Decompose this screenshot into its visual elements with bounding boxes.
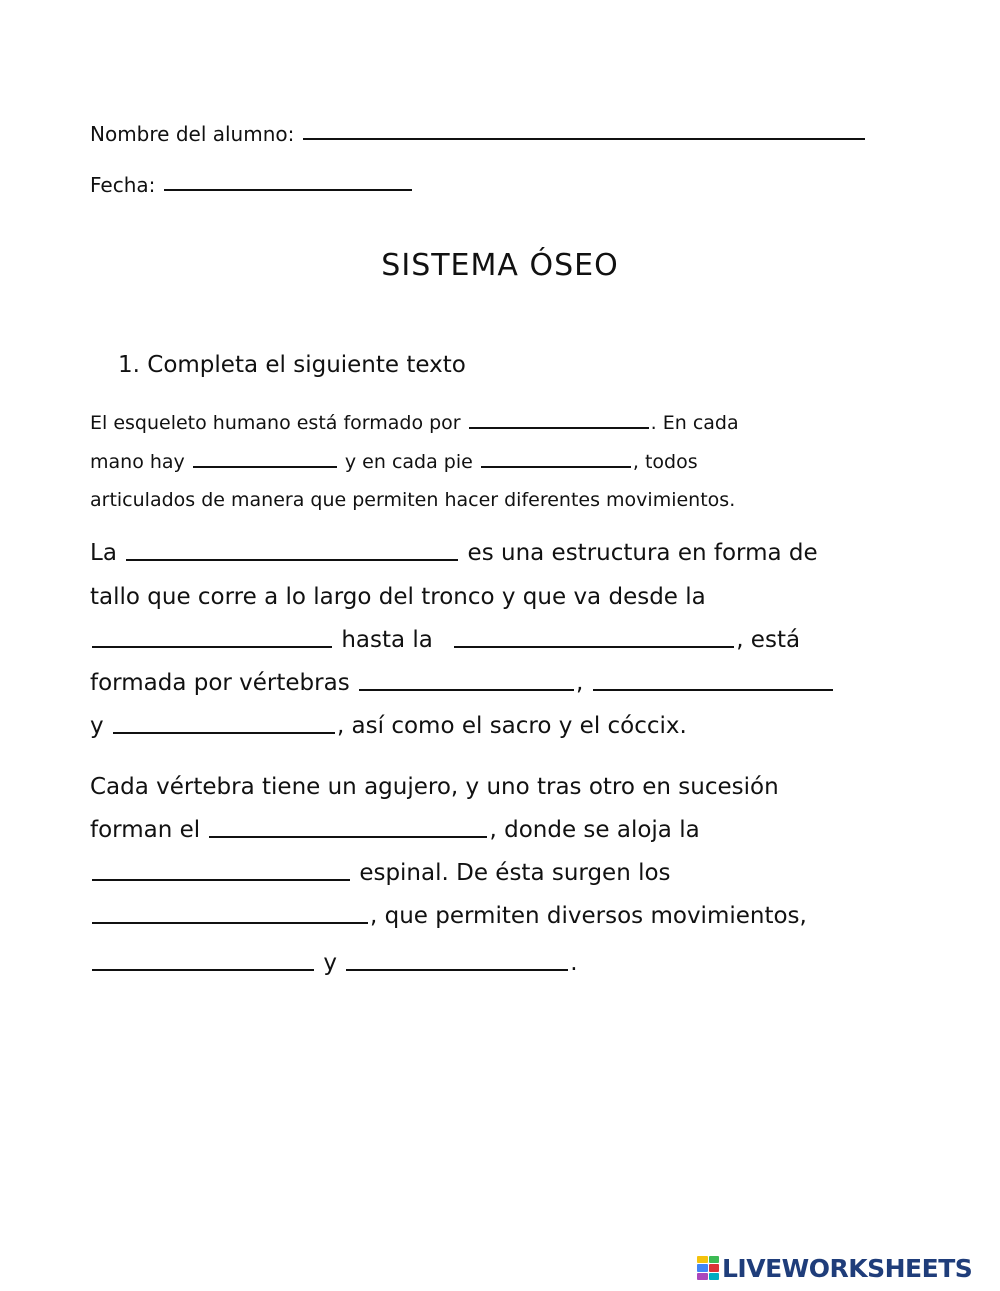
p2-text: La xyxy=(90,540,117,566)
blank-from-input[interactable] xyxy=(92,631,332,650)
date-input[interactable] xyxy=(164,177,412,193)
p3-text: . xyxy=(570,950,578,976)
blank-vertebrae-1[interactable] xyxy=(359,670,574,691)
p2-text: , xyxy=(576,670,584,696)
date-row xyxy=(90,173,414,197)
liveworksheets-logo xyxy=(697,1254,972,1282)
logo-square xyxy=(709,1264,720,1271)
p2-text: formada por vértebras xyxy=(90,670,350,696)
logo-mark-icon xyxy=(697,1256,719,1280)
blank-to[interactable] xyxy=(454,627,734,648)
student-name-row xyxy=(90,122,867,146)
student-name-label: Nombre del alumno: xyxy=(90,122,295,146)
blank-total-bones[interactable] xyxy=(469,412,649,429)
logo-square xyxy=(697,1264,708,1271)
blank-foot-bones-input[interactable] xyxy=(481,454,631,469)
p3-text: , donde se aloja la xyxy=(489,817,700,843)
blank-foot-bones[interactable] xyxy=(481,451,631,468)
blank-vertebrae-2[interactable] xyxy=(593,670,833,691)
p2-line-5 xyxy=(90,713,687,739)
p2-line-3 xyxy=(90,627,800,653)
blank-hand-bones-input[interactable] xyxy=(193,454,337,469)
p1-text: . En cada xyxy=(650,412,739,434)
blank-from[interactable] xyxy=(92,627,332,648)
student-name-blank[interactable] xyxy=(303,122,865,140)
date-blank[interactable] xyxy=(164,173,412,191)
p1-line-1 xyxy=(90,412,739,434)
blank-total-bones-input[interactable] xyxy=(469,415,649,430)
blank-movement-1[interactable] xyxy=(92,950,314,971)
p1-line-3: articulados de manera que permiten hacer diferentes movimientos. xyxy=(90,489,736,511)
student-name-input[interactable] xyxy=(303,126,865,142)
p3-text: y xyxy=(323,950,337,976)
blank-movement-2-input[interactable] xyxy=(346,954,568,973)
p3-line-4 xyxy=(90,903,807,929)
p3-line-5 xyxy=(90,950,578,976)
blank-vertebrae-1-input[interactable] xyxy=(359,674,574,693)
blank-spine[interactable] xyxy=(126,540,458,561)
blank-vertebrae-2-input[interactable] xyxy=(593,674,833,693)
blank-hand-bones[interactable] xyxy=(193,451,337,468)
logo-square xyxy=(709,1256,720,1263)
blank-spine-input[interactable] xyxy=(126,544,458,563)
logo-square xyxy=(697,1273,708,1280)
blank-movement-1-input[interactable] xyxy=(92,954,314,973)
date-label: Fecha: xyxy=(90,173,156,197)
blank-movement-2[interactable] xyxy=(346,950,568,971)
blank-canal-input[interactable] xyxy=(209,821,487,840)
p2-line-1 xyxy=(90,540,818,566)
p1-line-2 xyxy=(90,451,698,473)
blank-vertebrae-3[interactable] xyxy=(113,713,335,734)
logo-square xyxy=(697,1256,708,1263)
logo-text: LIVEWORKSHEETS xyxy=(722,1253,973,1283)
blank-to-input[interactable] xyxy=(454,631,734,650)
p2-text: , está xyxy=(736,627,801,653)
p1-text: mano hay xyxy=(90,451,185,473)
exercise-instruction: Completa el siguiente texto xyxy=(147,352,466,378)
exercise-heading xyxy=(118,352,466,378)
blank-nerves[interactable] xyxy=(92,903,368,924)
p3-text: espinal. De ésta surgen los xyxy=(359,860,671,886)
p2-text: , así como el sacro y el cóccix. xyxy=(336,713,687,739)
p2-text: es una estructura en forma de xyxy=(467,540,818,566)
exercise-number: 1. xyxy=(118,352,140,378)
blank-nerves-input[interactable] xyxy=(92,907,368,926)
p3-text: forman el xyxy=(90,817,201,843)
p1-text: , todos xyxy=(632,451,698,473)
p2-line-2: tallo que corre a lo largo del tronco y que va desde la xyxy=(90,584,706,610)
p2-text: hasta la xyxy=(341,627,433,653)
logo-square xyxy=(709,1273,720,1280)
p3-text: , que permiten diversos movimientos, xyxy=(370,903,807,929)
blank-canal[interactable] xyxy=(209,817,487,838)
p2-text: y xyxy=(90,713,104,739)
p1-text: y en cada pie xyxy=(344,451,473,473)
blank-cord-input[interactable] xyxy=(92,864,350,883)
p3-line-1: Cada vértebra tiene un agujero, y uno tras otro en sucesión xyxy=(90,774,779,800)
blank-vertebrae-3-input[interactable] xyxy=(113,717,335,736)
p3-line-3 xyxy=(90,860,671,886)
blank-cord[interactable] xyxy=(92,860,350,881)
p3-line-2 xyxy=(90,817,700,843)
p1-text: El esqueleto humano está formado por xyxy=(90,412,461,434)
page-title: SISTEMA ÓSEO xyxy=(381,248,619,283)
p2-line-4 xyxy=(90,670,835,696)
